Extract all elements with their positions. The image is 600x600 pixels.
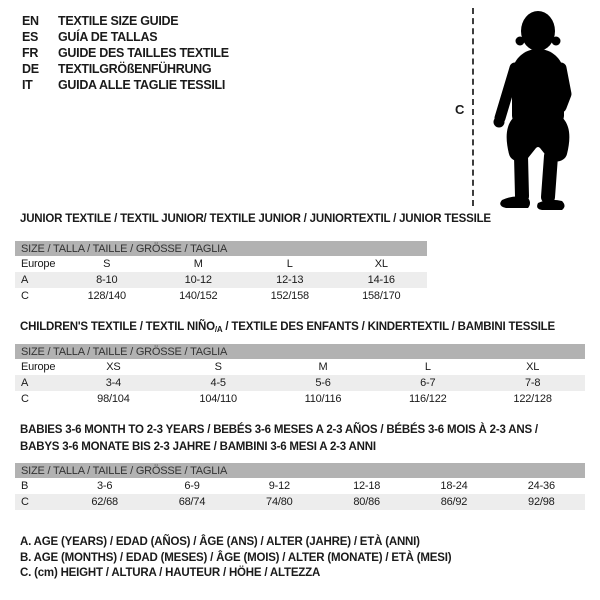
junior-table-title: JUNIOR TEXTILE / TEXTIL JUNIOR/ TEXTILE JUNIOR / JUNIORTEXTIL / JUNIOR TESSILE: [20, 213, 491, 225]
language-title: GUIDA ALLE TAGLIE TESSILI: [58, 78, 226, 92]
height-measure-label: C: [455, 102, 465, 117]
footnote-a: A. AGE (YEARS) / EDAD (AÑOS) / ÂGE (ANS) / ALTER (JAHRE) / ETÀ (ANNI): [20, 536, 420, 548]
row-label: A: [15, 272, 61, 288]
size-header-row: [15, 344, 585, 359]
size-header-row: [15, 463, 585, 478]
table-row: [15, 391, 585, 407]
size-cell: M: [318, 361, 328, 373]
size-cell: S: [103, 258, 111, 270]
children-title-pre: CHILDREN'S TEXTILE / TEXTIL NIÑO: [20, 321, 215, 333]
table-row: [15, 359, 585, 375]
size-cell: 14-16: [336, 272, 428, 288]
size-cell: 104/110: [199, 393, 237, 405]
size-cell: 116/122: [409, 393, 447, 405]
table-row: [15, 478, 585, 494]
size-cell: 140/152: [179, 290, 218, 302]
language-row-en: [22, 13, 229, 29]
language-code: DE: [22, 62, 39, 76]
language-row-fr: [22, 45, 229, 61]
row-label: B: [21, 480, 29, 492]
size-cell: 3-4: [61, 375, 166, 391]
size-cell: 152/158: [270, 290, 309, 302]
size-header-row: [15, 241, 427, 256]
children-title-post: / TEXTILE DES ENFANTS / KINDERTEXTIL / BAMBINI TESSILE: [222, 321, 555, 333]
size-cell: 62/68: [61, 494, 148, 510]
footnote-b: B. AGE (MONTHS) / EDAD (MESES) / ÂGE (MOIS) / ALTER (MONATE) / ETÀ (MESI): [20, 551, 452, 564]
size-cell: 98/104: [97, 393, 130, 405]
size-cell: 18-24: [440, 480, 468, 492]
size-cell: XL: [374, 258, 388, 270]
row-label: Europe: [21, 361, 56, 373]
language-code: ES: [22, 30, 39, 44]
language-title: TEXTILGRÖßENFÜHRUNG: [58, 62, 212, 76]
language-title: TEXTILE SIZE GUIDE: [58, 14, 179, 28]
size-cell: 86/92: [410, 494, 497, 510]
size-cell: L: [286, 258, 293, 270]
language-row-es: [22, 29, 229, 45]
children-title-sub: /A: [214, 325, 223, 334]
size-cell: 92/98: [498, 494, 585, 510]
size-cell: 6-7: [375, 375, 480, 391]
table-row: [15, 494, 585, 510]
size-cell: 10-12: [153, 272, 245, 288]
table-row: [15, 375, 585, 391]
size-cell: 5-6: [271, 375, 376, 391]
size-header-label: SIZE / TALLA / TAILLE / GRÖSSE / TAGLIA: [15, 241, 427, 256]
size-cell: 9-12: [268, 480, 290, 492]
language-code: EN: [22, 14, 39, 28]
babies-size-table: [15, 463, 585, 510]
size-cell: 7-8: [480, 375, 585, 391]
table-row: [15, 272, 427, 288]
babies-table-title-line2: BABYS 3-6 MONATE BIS 2-3 JAHRE / BAMBINI 3-6 MESI A 2-3 ANNI: [20, 441, 376, 453]
size-cell: 110/116: [304, 393, 342, 405]
size-cell: 158/170: [362, 290, 401, 302]
size-cell: 128/140: [87, 290, 126, 302]
size-cell: S: [214, 361, 222, 373]
row-label: C: [21, 290, 29, 302]
row-label: Europe: [21, 258, 56, 270]
size-cell: 24-36: [527, 480, 555, 492]
language-title: GUIDE DES TAILLES TEXTILE: [58, 46, 229, 60]
junior-size-table: [15, 241, 427, 304]
size-cell: 68/74: [148, 494, 235, 510]
babies-table-title-line1: BABIES 3-6 MONTH TO 2-3 YEARS / BEBÉS 3-6 MESES A 2-3 AÑOS / BÉBÉS 3-6 MOIS À 2-3 ANS /: [20, 424, 538, 436]
table-row: [15, 256, 427, 272]
height-measure-line: [472, 8, 474, 206]
language-row-it: [22, 77, 229, 93]
baby-silhouette: [486, 4, 590, 212]
size-header-label: SIZE / TALLA / TAILLE / GRÖSSE / TAGLIA: [15, 344, 585, 359]
size-cell: XS: [106, 361, 121, 373]
language-row-de: [22, 61, 229, 77]
language-title-list: [22, 13, 229, 93]
language-title: GUÍA DE TALLAS: [58, 30, 158, 44]
size-header-label: SIZE / TALLA / TAILLE / GRÖSSE / TAGLIA: [15, 463, 585, 478]
size-cell: 80/86: [323, 494, 410, 510]
row-label: C: [21, 393, 29, 405]
size-cell: 4-5: [166, 375, 271, 391]
size-cell: 3-6: [97, 480, 113, 492]
children-size-table: [15, 344, 585, 407]
size-cell: 122/128: [513, 393, 552, 405]
size-cell: 12-13: [244, 272, 336, 288]
row-label: C: [15, 494, 61, 510]
language-code: IT: [22, 78, 33, 92]
size-cell: XL: [526, 361, 540, 373]
footnote-c: C. (cm) HEIGHT / ALTURA / HAUTEUR / HÖHE / ALTEZZA: [20, 567, 321, 579]
children-table-title: [20, 321, 555, 334]
size-cell: M: [193, 258, 203, 270]
table-row: [15, 288, 427, 304]
language-code: FR: [22, 46, 39, 60]
size-cell: 74/80: [236, 494, 323, 510]
footnote-legend: [20, 535, 451, 582]
size-cell: 6-9: [184, 480, 200, 492]
size-cell: 8-10: [61, 272, 153, 288]
row-label: A: [15, 375, 61, 391]
size-cell: L: [424, 361, 431, 373]
size-cell: 12-18: [353, 480, 381, 492]
